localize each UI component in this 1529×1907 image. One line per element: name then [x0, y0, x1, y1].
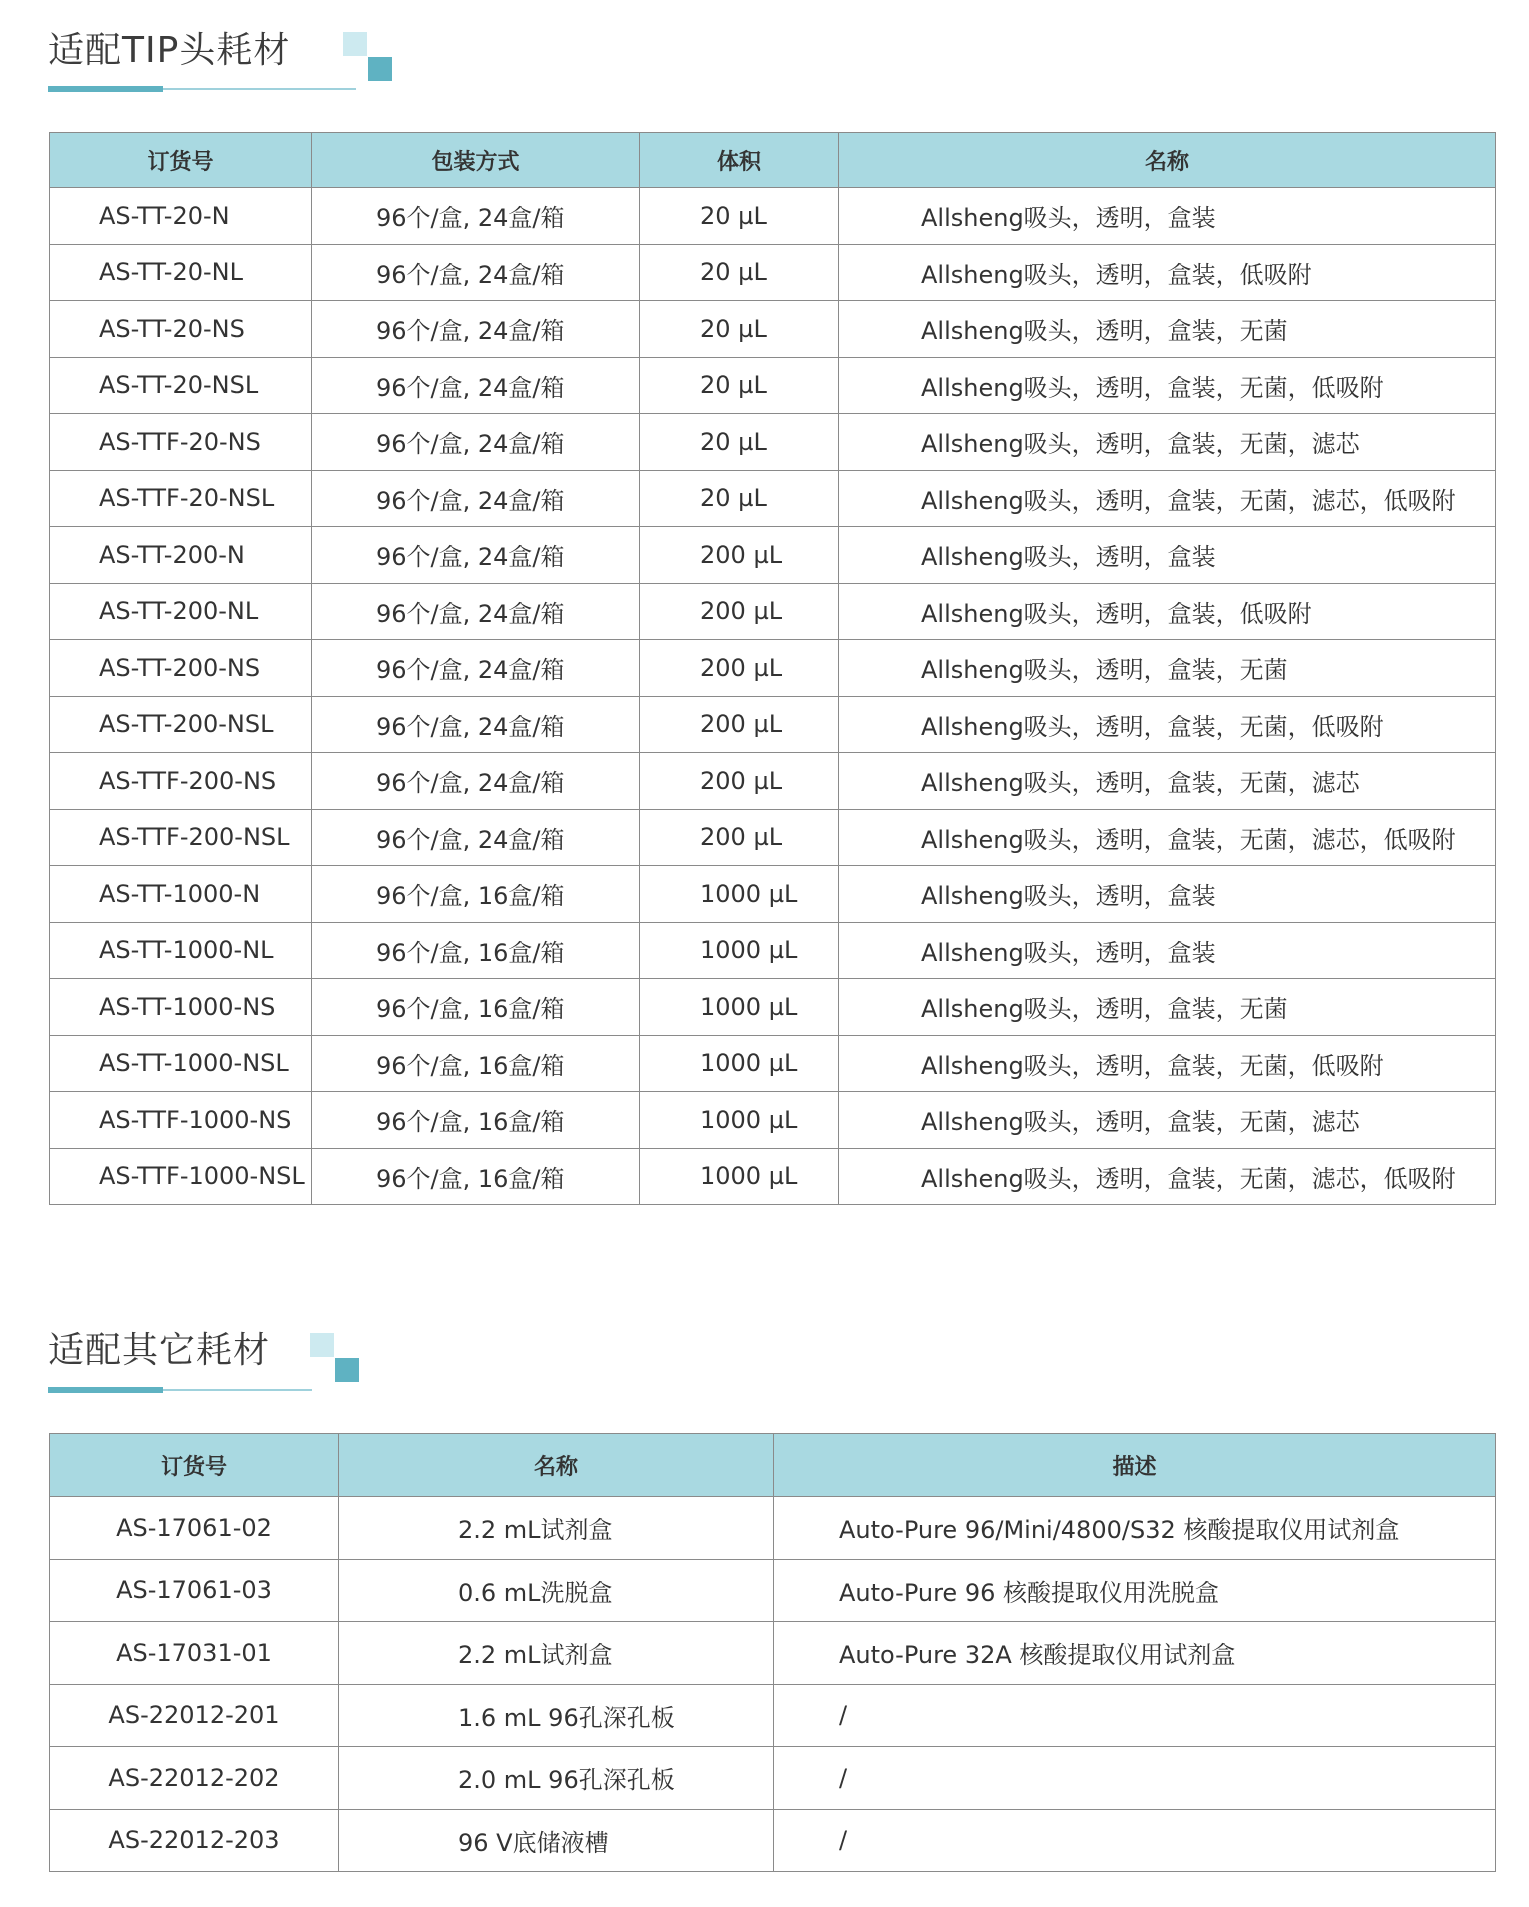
tip-title-underline-accent — [48, 86, 163, 92]
packaging-cell: 96个/盒, 16盒/箱 — [312, 922, 640, 979]
other-section-title: 适配其它耗材 — [48, 1330, 271, 1371]
packaging-cell: 96个/盒, 24盒/箱 — [312, 188, 640, 245]
order-number-cell: AS-TT-200-NSL — [50, 696, 312, 753]
order-number-cell: AS-TT-1000-NS — [50, 979, 312, 1036]
table-header-row — [50, 133, 1496, 188]
other-consumables-table — [49, 1433, 1496, 1872]
packaging-cell: 96个/盒, 24盒/箱 — [312, 244, 640, 301]
column-header-order-no: 订货号 — [50, 1434, 339, 1497]
table-row — [50, 809, 1496, 866]
table-row — [50, 640, 1496, 697]
order-number-cell: AS-TT-1000-NL — [50, 922, 312, 979]
table-header-row — [50, 1434, 1496, 1497]
product-name-cell: 2.2 mL试剂盒 — [339, 1497, 774, 1560]
tip-consumables-table — [49, 132, 1496, 1205]
packaging-cell: 96个/盒, 16盒/箱 — [312, 866, 640, 923]
table-row — [50, 1559, 1496, 1622]
product-name-cell: Allsheng吸头，透明，盒装，无菌 — [839, 640, 1496, 697]
product-name-cell: Allsheng吸头，透明，盒装，无菌，滤芯，低吸附 — [839, 470, 1496, 527]
product-name-cell: 2.0 mL 96孔深孔板 — [339, 1747, 774, 1810]
table-row — [50, 583, 1496, 640]
table-row — [50, 753, 1496, 810]
description-cell: / — [774, 1747, 1496, 1810]
product-name-cell: Allsheng吸头，透明，盒装，无菌 — [839, 979, 1496, 1036]
order-number-cell: AS-TTF-20-NSL — [50, 470, 312, 527]
table-row — [50, 1092, 1496, 1149]
product-name-cell: Allsheng吸头，透明，盒装，无菌，滤芯 — [839, 414, 1496, 471]
order-number-cell: AS-TTF-1000-NS — [50, 1092, 312, 1149]
table-row — [50, 414, 1496, 471]
column-header-name: 名称 — [839, 133, 1496, 188]
order-number-cell: AS-17061-02 — [50, 1497, 339, 1560]
table-row — [50, 301, 1496, 358]
volume-cell: 200 µL — [640, 640, 839, 697]
description-cell: Auto-Pure 96 核酸提取仪用洗脱盒 — [774, 1559, 1496, 1622]
other-title-decor-light-square — [310, 1333, 334, 1357]
volume-cell: 20 µL — [640, 470, 839, 527]
volume-cell: 20 µL — [640, 414, 839, 471]
order-number-cell: AS-TT-1000-NSL — [50, 1035, 312, 1092]
packaging-cell: 96个/盒, 24盒/箱 — [312, 809, 640, 866]
table-row — [50, 696, 1496, 753]
volume-cell: 1000 µL — [640, 979, 839, 1036]
description-cell: Auto-Pure 96/Mini/4800/S32 核酸提取仪用试剂盒 — [774, 1497, 1496, 1560]
volume-cell: 200 µL — [640, 527, 839, 584]
tip-title-decor-light-square — [343, 32, 367, 56]
other-title-decor-dark-square — [335, 1358, 359, 1382]
volume-cell: 1000 µL — [640, 1092, 839, 1149]
order-number-cell: AS-22012-201 — [50, 1684, 339, 1747]
product-name-cell: Allsheng吸头，透明，盒装，无菌，低吸附 — [839, 696, 1496, 753]
product-name-cell: Allsheng吸头，透明，盒装，低吸附 — [839, 583, 1496, 640]
column-header-description: 描述 — [774, 1434, 1496, 1497]
product-name-cell: Allsheng吸头，透明，盒装，无菌 — [839, 301, 1496, 358]
volume-cell: 200 µL — [640, 753, 839, 810]
packaging-cell: 96个/盒, 24盒/箱 — [312, 301, 640, 358]
order-number-cell: AS-TTF-20-NS — [50, 414, 312, 471]
table-row — [50, 866, 1496, 923]
tip-section-title: 适配TIP头耗材 — [48, 30, 291, 71]
volume-cell: 20 µL — [640, 301, 839, 358]
table-row — [50, 1747, 1496, 1810]
order-number-cell: AS-TT-200-NL — [50, 583, 312, 640]
volume-cell: 20 µL — [640, 357, 839, 414]
column-header-packaging: 包装方式 — [312, 133, 640, 188]
table-row — [50, 979, 1496, 1036]
order-number-cell: AS-17061-03 — [50, 1559, 339, 1622]
order-number-cell: AS-TT-20-NL — [50, 244, 312, 301]
packaging-cell: 96个/盒, 24盒/箱 — [312, 527, 640, 584]
packaging-cell: 96个/盒, 24盒/箱 — [312, 696, 640, 753]
table-row — [50, 357, 1496, 414]
packaging-cell: 96个/盒, 24盒/箱 — [312, 640, 640, 697]
packaging-cell: 96个/盒, 24盒/箱 — [312, 583, 640, 640]
packaging-cell: 96个/盒, 24盒/箱 — [312, 753, 640, 810]
column-header-volume: 体积 — [640, 133, 839, 188]
order-number-cell: AS-TT-20-NS — [50, 301, 312, 358]
table-row — [50, 527, 1496, 584]
packaging-cell: 96个/盒, 16盒/箱 — [312, 979, 640, 1036]
volume-cell: 200 µL — [640, 809, 839, 866]
order-number-cell: AS-22012-203 — [50, 1809, 339, 1872]
other-title-underline-accent — [48, 1387, 163, 1393]
description-cell: / — [774, 1809, 1496, 1872]
table-row — [50, 1622, 1496, 1685]
description-cell: Auto-Pure 32A 核酸提取仪用试剂盒 — [774, 1622, 1496, 1685]
product-name-cell: 2.2 mL试剂盒 — [339, 1622, 774, 1685]
product-name-cell: Allsheng吸头，透明，盒装，无菌，滤芯，低吸附 — [839, 809, 1496, 866]
product-name-cell: Allsheng吸头，透明，盒装，低吸附 — [839, 244, 1496, 301]
packaging-cell: 96个/盒, 24盒/箱 — [312, 414, 640, 471]
order-number-cell: AS-TT-1000-N — [50, 866, 312, 923]
volume-cell: 200 µL — [640, 583, 839, 640]
order-number-cell: AS-22012-202 — [50, 1747, 339, 1810]
product-name-cell: Allsheng吸头，透明，盒装 — [839, 188, 1496, 245]
order-number-cell: AS-TT-200-NS — [50, 640, 312, 697]
table-row — [50, 1497, 1496, 1560]
packaging-cell: 96个/盒, 24盒/箱 — [312, 357, 640, 414]
volume-cell: 1000 µL — [640, 866, 839, 923]
tip-title-decor-dark-square — [368, 57, 392, 81]
order-number-cell: AS-TT-200-N — [50, 527, 312, 584]
order-number-cell: AS-TT-20-N — [50, 188, 312, 245]
product-name-cell: Allsheng吸头，透明，盒装，无菌，滤芯 — [839, 1092, 1496, 1149]
volume-cell: 1000 µL — [640, 922, 839, 979]
packaging-cell: 96个/盒, 16盒/箱 — [312, 1148, 640, 1205]
order-number-cell: AS-TT-20-NSL — [50, 357, 312, 414]
packaging-cell: 96个/盒, 24盒/箱 — [312, 470, 640, 527]
volume-cell: 1000 µL — [640, 1148, 839, 1205]
column-header-name: 名称 — [339, 1434, 774, 1497]
volume-cell: 200 µL — [640, 696, 839, 753]
product-name-cell: 1.6 mL 96孔深孔板 — [339, 1684, 774, 1747]
product-name-cell: 0.6 mL洗脱盒 — [339, 1559, 774, 1622]
product-name-cell: Allsheng吸头，透明，盒装，无菌，低吸附 — [839, 357, 1496, 414]
order-number-cell: AS-TTF-200-NSL — [50, 809, 312, 866]
volume-cell: 1000 µL — [640, 1035, 839, 1092]
product-name-cell: Allsheng吸头，透明，盒装，无菌，滤芯，低吸附 — [839, 1148, 1496, 1205]
table-row — [50, 1148, 1496, 1205]
table-row — [50, 244, 1496, 301]
product-name-cell: Allsheng吸头，透明，盒装 — [839, 527, 1496, 584]
table-row — [50, 1684, 1496, 1747]
product-name-cell: 96 V底储液槽 — [339, 1809, 774, 1872]
volume-cell: 20 µL — [640, 244, 839, 301]
table-row — [50, 470, 1496, 527]
product-name-cell: Allsheng吸头，透明，盒装，无菌，滤芯 — [839, 753, 1496, 810]
description-cell: / — [774, 1684, 1496, 1747]
product-name-cell: Allsheng吸头，透明，盒装 — [839, 922, 1496, 979]
table-row — [50, 922, 1496, 979]
packaging-cell: 96个/盒, 16盒/箱 — [312, 1035, 640, 1092]
packaging-cell: 96个/盒, 16盒/箱 — [312, 1092, 640, 1149]
product-name-cell: Allsheng吸头，透明，盒装，无菌，低吸附 — [839, 1035, 1496, 1092]
product-name-cell: Allsheng吸头，透明，盒装 — [839, 866, 1496, 923]
table-row — [50, 188, 1496, 245]
volume-cell: 20 µL — [640, 188, 839, 245]
order-number-cell: AS-TTF-1000-NSL — [50, 1148, 312, 1205]
column-header-order-no: 订货号 — [50, 133, 312, 188]
order-number-cell: AS-TTF-200-NS — [50, 753, 312, 810]
table-row — [50, 1809, 1496, 1872]
order-number-cell: AS-17031-01 — [50, 1622, 339, 1685]
table-row — [50, 1035, 1496, 1092]
